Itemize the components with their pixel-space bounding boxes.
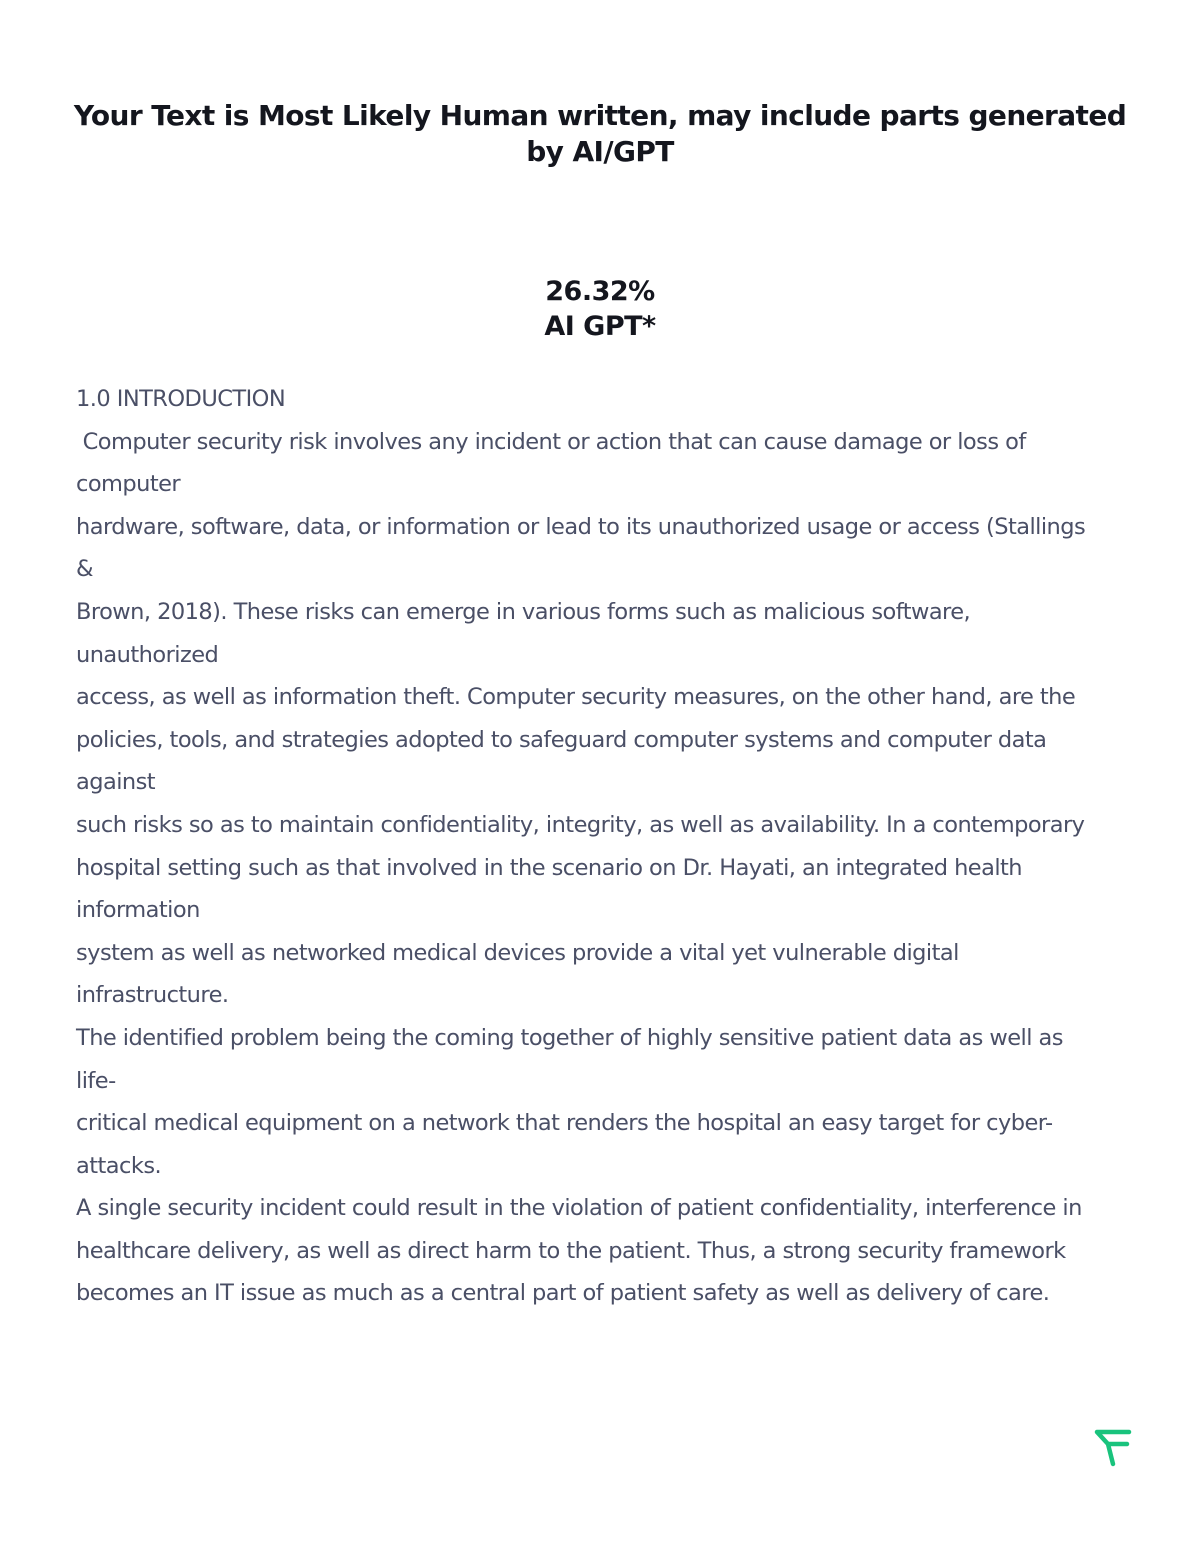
ai-score [0,274,1200,344]
text-line: 1.0 INTRODUCTION [76,386,286,412]
text-line: A single security incident could result in the violation of patient confidentiality, interference in [76,1195,1082,1222]
text-line: against [76,769,156,796]
text-line: hardware, software, data, or information or lead to its unauthorized usage or access (Stallings [76,513,1086,540]
text-line: infrastructure. [76,982,229,1009]
text-line: healthcare delivery, as well as direct harm to the patient. Thus, a strong security framework [76,1237,1066,1264]
result-headline [60,98,1140,170]
text-line: policies, tools, and strategies adopted to safeguard computer systems and computer data [76,726,1047,753]
headline-line-2: by AI/GPT [526,135,674,168]
text-line: attacks. [76,1152,162,1179]
text-line: computer [76,471,181,498]
text-line: access, as well as information theft. Computer security measures, on the other hand, are the [76,684,1076,711]
text-line: The identified problem being the coming together of highly sensitive patient data as well as [76,1024,1063,1051]
brand-logo-icon [1094,1428,1132,1468]
analyzed-text [76,378,1126,1315]
text-line: unauthorized [76,641,219,668]
text-line: becomes an IT issue as much as a central part of patient safety as well as delivery of care. [76,1280,1050,1307]
text-line: system as well as networked medical devices provide a vital yet vulnerable digital [76,939,959,966]
text-line: & [76,556,93,583]
ai-score-percentage: 26.32% [545,276,655,307]
text-line: life- [76,1067,116,1094]
text-line: Computer security risk involves any incident or action that can cause damage or loss of [76,428,1026,455]
headline-line-1: Your Text is Most Likely Human written, may include parts generated [73,99,1127,132]
text-line: hospital setting such as that involved in the scenario on Dr. Hayati, an integrated health [76,854,1023,881]
text-line: such risks so as to maintain confidentiality, integrity, as well as availability. In a contemporary [76,811,1085,838]
ai-score-label: AI GPT* [544,311,656,342]
text-line: Brown, 2018). These risks can emerge in various forms such as malicious software, [76,598,971,625]
text-line: critical medical equipment on a network that renders the hospital an easy target for cyber- [76,1110,1053,1137]
text-line: information [76,897,200,924]
